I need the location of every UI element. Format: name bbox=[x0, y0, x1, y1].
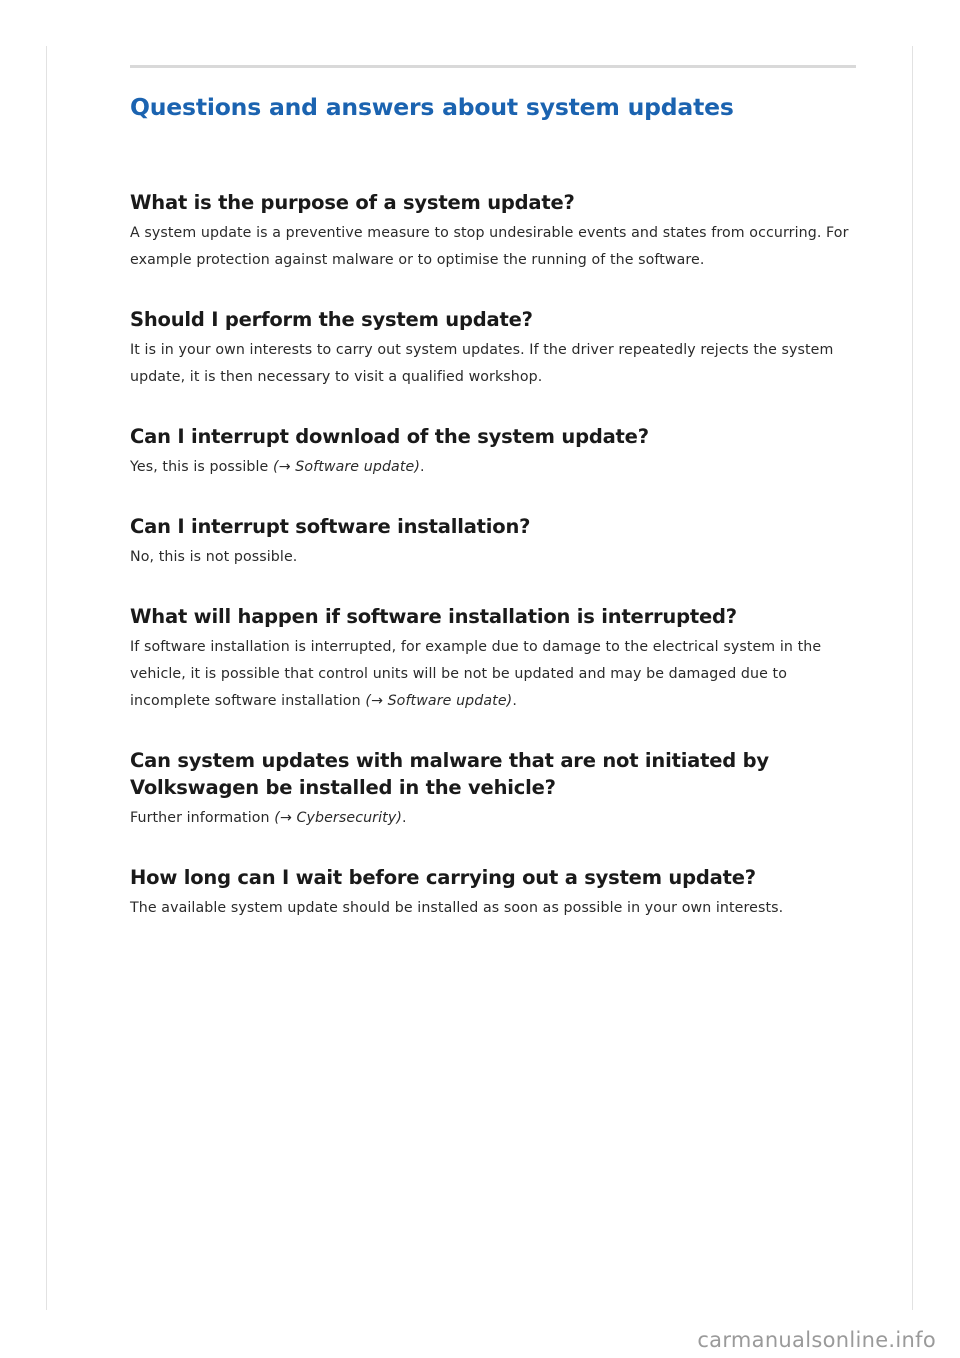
answer-text: The available system update should be installed as soon as possible in your own interests. bbox=[130, 900, 784, 916]
answer-text: A system update is a preventive measure to stop undesirable events and states from occurring. For example protection against malware or to optimise the running of the software. bbox=[130, 225, 849, 268]
reference-label: Software update) bbox=[387, 693, 513, 709]
answer-paragraph bbox=[130, 634, 860, 715]
answer-text: It is in your own interests to carry out system updates. If the driver repeatedly rejects the system update, it is then necessary to visit a qualified workshop. bbox=[130, 342, 834, 385]
question-heading: How long can I wait before carrying out a system update? bbox=[130, 866, 756, 889]
answer-text: Further information bbox=[130, 810, 270, 826]
answer-text: If software installation is interrupted, for example due to damage to the electrical system in the vehicle, it is possible that control units will be not be updated and may be damaged due to incomplete software installation bbox=[130, 639, 822, 709]
document-body bbox=[130, 90, 860, 922]
qa-item-interrupt-download bbox=[130, 423, 860, 481]
answer-paragraph bbox=[130, 454, 860, 481]
answer-period: . bbox=[401, 810, 407, 826]
question-heading: Can I interrupt software installation? bbox=[130, 515, 531, 538]
page-border-right bbox=[912, 46, 913, 1310]
answer-text: No, this is not possible. bbox=[130, 549, 298, 565]
answer-paragraph bbox=[130, 805, 860, 832]
answer-text: Yes, this is possible bbox=[130, 459, 269, 475]
question-heading: What will happen if software installation is interrupted? bbox=[130, 605, 737, 628]
arrow-right-icon: (→ bbox=[272, 459, 291, 475]
question-heading: Should I perform the system update? bbox=[130, 308, 533, 331]
site-watermark: carmanualsonline.info bbox=[697, 1328, 936, 1352]
qa-item-malware-updates bbox=[130, 747, 860, 832]
arrow-right-icon: (→ bbox=[365, 693, 383, 709]
qa-item-installation-interrupted bbox=[130, 603, 860, 715]
reference-label: Software update) bbox=[295, 459, 420, 475]
answer-period: . bbox=[419, 459, 425, 475]
page-title: Questions and answers about system updates bbox=[130, 93, 734, 121]
software-update-reference-link[interactable] bbox=[365, 693, 512, 709]
question-heading: What is the purpose of a system update? bbox=[130, 191, 575, 214]
software-update-reference-link[interactable] bbox=[273, 459, 420, 475]
arrow-right-icon: (→ bbox=[274, 810, 292, 826]
cybersecurity-reference-link[interactable] bbox=[274, 810, 402, 826]
page-border-left bbox=[46, 46, 47, 1310]
qa-item-interrupt-installation bbox=[130, 513, 860, 571]
question-heading: Can I interrupt download of the system update? bbox=[130, 425, 649, 448]
answer-period: . bbox=[512, 693, 517, 709]
qa-item-how-long-wait bbox=[130, 864, 860, 922]
reference-label: Cybersecurity) bbox=[296, 810, 402, 826]
header-divider bbox=[130, 65, 856, 68]
qa-item-should-perform bbox=[130, 306, 860, 391]
qa-item-purpose bbox=[130, 189, 860, 274]
question-heading: Can system updates with malware that are not initiated by Volkswagen be installed in the vehicle? bbox=[130, 749, 769, 799]
